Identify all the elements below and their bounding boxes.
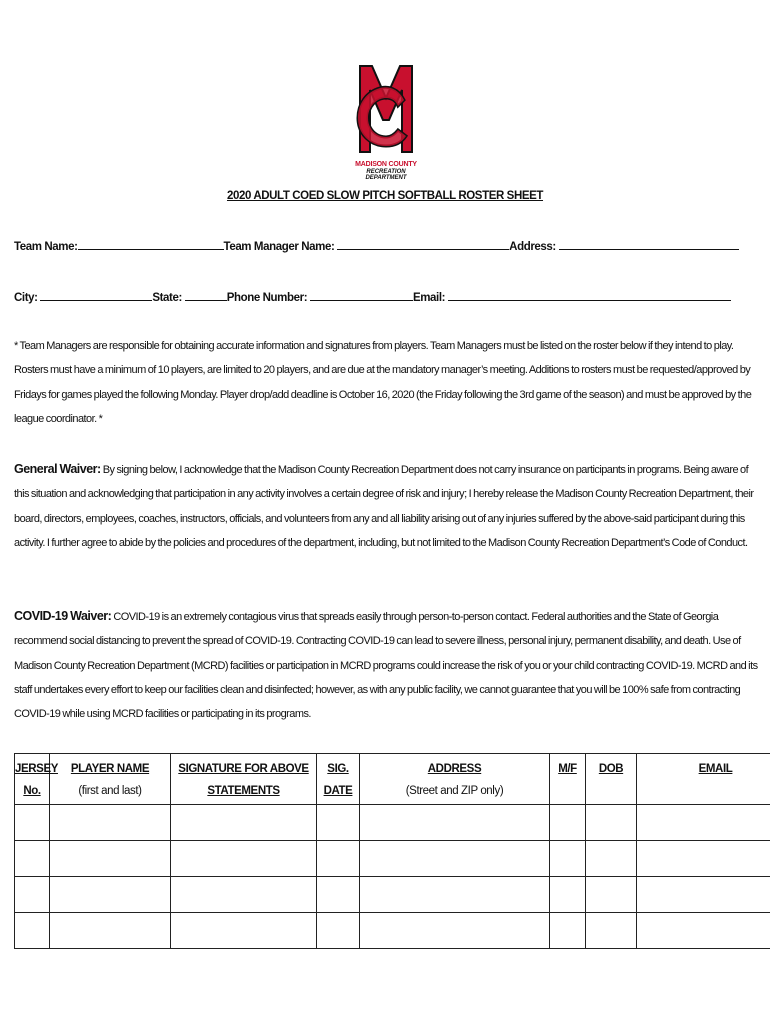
madison-county-logo xyxy=(346,60,426,181)
logo-department-text: RECREATION DEPARTMENT xyxy=(365,169,407,181)
header-player-name: PLAYER NAME (first and last) xyxy=(50,754,171,805)
phone-field[interactable] xyxy=(310,289,413,301)
team-manager-label: Team Manager Name: xyxy=(223,241,335,253)
state-field[interactable] xyxy=(185,289,227,301)
header-signature: SIGNATURE FOR ABOVE STATEMENTS xyxy=(171,754,317,805)
city-label: City: xyxy=(14,292,38,304)
phone-label: Phone Number: xyxy=(226,292,308,304)
header-sig-date: SIG. DATE xyxy=(317,754,360,805)
table-row xyxy=(15,805,770,841)
header-gender: M/F xyxy=(550,754,586,805)
table-row xyxy=(15,877,770,913)
header-jersey: JERSEY No. xyxy=(15,754,50,805)
covid-waiver-label: COVID-19 Waiver: xyxy=(14,609,112,623)
team-manager-field[interactable] xyxy=(337,238,509,250)
state-label: State: xyxy=(152,292,182,304)
team-name-label: Team Name: xyxy=(14,241,78,253)
covid-waiver-text: COVID-19 is an extremely contagious virus that spreads easily through person-to-person contact. Federal authorities and the State of Georgia recommend social distancing to prevent the spread of COVID-19. Contracting COVID-19 can lead to severe illness, personal injury, permanent disability, and death. Use of Madison County Recreation Department (MCRD) facilities or participation in MCRD programs could increase the risk of you or your child contracting COVID-19. MCRD and its staff undertakes every effort to keep our facilities clean and disinfected; however, as with any public facility, we cannot guarantee that you will be 100% safe from contracting COVID-19 while using MCRD facilities or participating in its programs. xyxy=(14,611,758,721)
roster-table xyxy=(14,753,770,949)
table-row xyxy=(15,841,770,877)
address-field[interactable] xyxy=(559,238,739,250)
logo-county-text: MADISON COUNTY xyxy=(355,161,417,168)
table-row xyxy=(15,913,770,949)
header-dob: DOB xyxy=(586,754,637,805)
header-address: ADDRESS (Street and ZIP only) xyxy=(360,754,550,805)
email-label: Email: xyxy=(412,292,446,304)
roster-header-row xyxy=(15,754,770,805)
address-label: Address: xyxy=(509,241,556,253)
page-title: 2020 ADULT COED SLOW PITCH SOFTBALL ROSTER SHEET xyxy=(226,190,544,202)
general-waiver-label: General Waiver: xyxy=(14,462,101,476)
general-waiver xyxy=(14,457,758,555)
general-waiver-text: By signing below, I acknowledge that the Madison County Recreation Department does not carry insurance on participants in programs. Being aware of this situation and acknowledging that participation in any activity involves a certain degree of risk and injury; I hereby release the Madison County Recreation Department, their board, directors, employees, coaches, instructors, officials, and volunteers from any and all liability arising out of any injuries suffered by the above-said participant during this activity. I further agree to abide by the policies and procedures of the department, including, but not limited to the Madison County Recreation Department’s Code of Conduct. xyxy=(14,464,754,549)
city-field[interactable] xyxy=(40,289,152,301)
contact-info-row xyxy=(14,289,731,304)
email-field[interactable] xyxy=(448,289,731,301)
covid-waiver xyxy=(14,604,758,726)
header-email: EMAIL xyxy=(637,754,770,805)
team-name-field[interactable] xyxy=(78,238,224,250)
team-managers-note: * Team Managers are responsible for obtaining accurate information and signatures from players. Team Managers must be listed on the roster below if they intend to play. Rosters must have a minimum of 10 players, are limited to 20 players, and are due at the mandatory manager’s meeting. Additions to rosters must be requested/approved by Fridays for games played the following Monday. Player drop/add deadline is October 16, 2020 (the Friday following the 3rd game of the season) and must be approved by the league coordinator. * xyxy=(14,340,752,425)
team-info-row xyxy=(14,238,739,253)
mc-monogram-icon xyxy=(346,60,426,160)
